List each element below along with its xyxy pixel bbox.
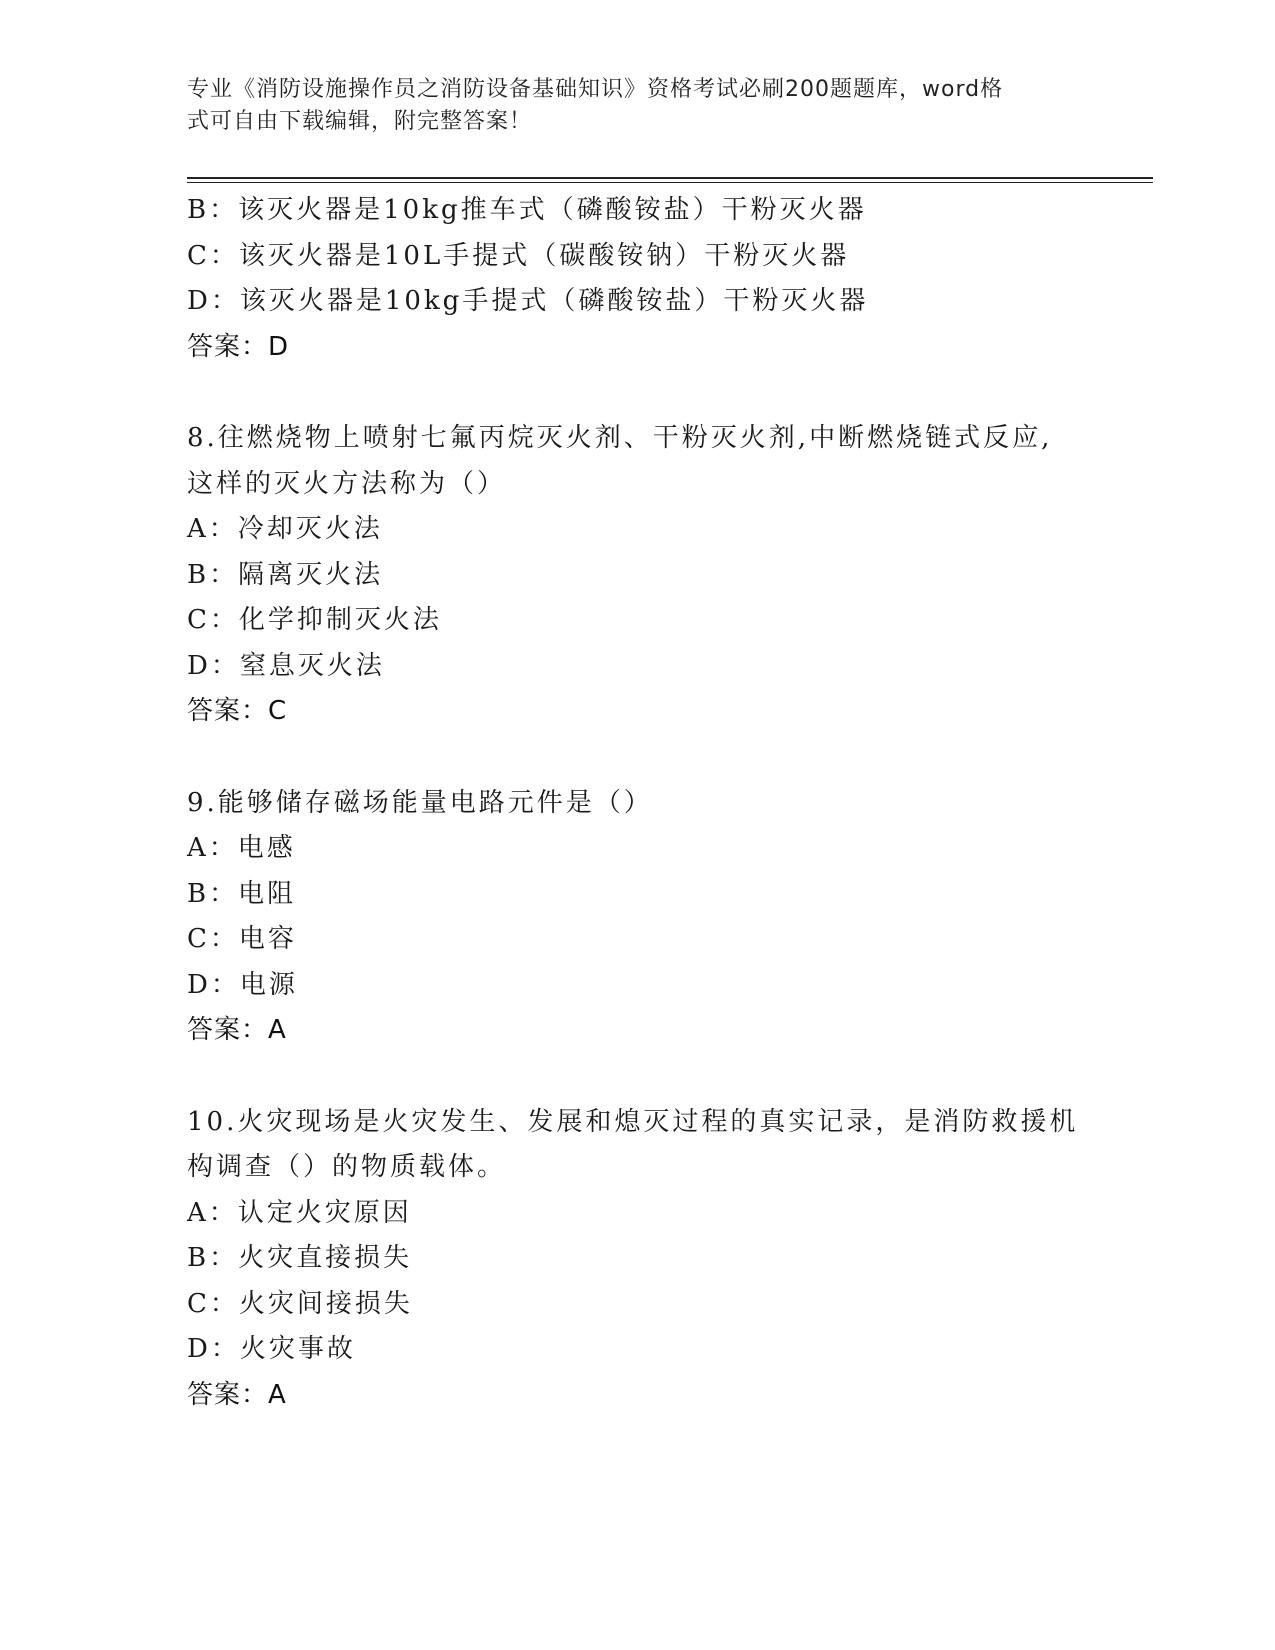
question-text-line-1: 10.火灾现场是火灾发生、发展和熄灭过程的真实记录，是消防救援机 <box>187 1106 1079 1137</box>
answer-line: 答案：A <box>187 1379 287 1410</box>
option-d: D：窒息灭火法 <box>187 650 385 681</box>
header-line-2: 式可自由下载编辑，附完整答案！ <box>187 109 533 134</box>
answer-line: 答案：D <box>187 331 290 362</box>
question-list <box>187 188 1087 1418</box>
option-a: A：冷却灭火法 <box>187 514 383 544</box>
spacer <box>187 735 1087 781</box>
option-c: C：火灾间接损失 <box>187 1288 413 1319</box>
option-d: D：电源 <box>187 969 298 1000</box>
option-a: A：电感 <box>187 833 296 863</box>
answer-line: 答案：A <box>187 1015 287 1045</box>
option-b: B：该灭火器是10kg推车式（磷酸铵盐）干粉灭火器 <box>187 195 867 225</box>
header-rule-thin <box>187 182 1153 183</box>
option-b: B：隔离灭火法 <box>187 559 384 590</box>
question-text-line-1: 8.往燃烧物上喷射七氟丙烷灭火剂、干粉灭火剂,中断燃烧链式反应, <box>187 423 1053 453</box>
option-c: C：电容 <box>187 924 297 954</box>
question-text-line-1: 9.能够储存磁场能量电路元件是（） <box>187 787 653 818</box>
question-9 <box>187 781 1087 1054</box>
option-b: B：电阻 <box>187 878 297 909</box>
question-text-line-2: 构调查（）的物质载体。 <box>187 1152 507 1182</box>
question-text-line-2: 这样的灭火方法称为（） <box>187 468 507 499</box>
option-a: A：认定火灾原因 <box>187 1197 412 1228</box>
spacer <box>187 370 1087 416</box>
question-8 <box>187 416 1087 735</box>
option-d: D：火灾事故 <box>187 1334 356 1364</box>
option-c: C：化学抑制灭火法 <box>187 605 442 635</box>
header-line-1: 专业《消防设施操作员之消防设备基础知识》资格考试必刷200题题库，word格 <box>187 77 1004 102</box>
option-c: C：该灭火器是10L手提式（碳酸铵钠）干粉灭火器 <box>187 240 850 271</box>
question-10 <box>187 1100 1087 1419</box>
header-rule-thick <box>187 177 1153 179</box>
answer-line: 答案：C <box>187 696 288 726</box>
question-7-tail <box>187 188 1087 370</box>
option-d: D：该灭火器是10kg手提式（磷酸铵盐）干粉灭火器 <box>187 286 869 316</box>
document-header <box>187 74 1067 138</box>
spacer <box>187 1054 1087 1100</box>
option-b: B：火灾直接损失 <box>187 1243 413 1273</box>
